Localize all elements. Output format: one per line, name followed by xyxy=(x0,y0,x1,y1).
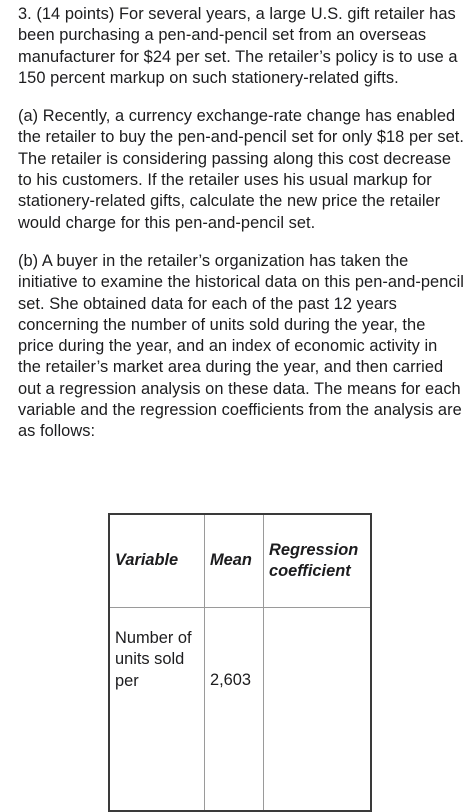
header-regression-coefficient: Regression coefficient xyxy=(264,514,372,608)
question-part-a: (a) Recently, a currency exchange-rate change has enabled the retailer to buy the pen-and-pencil set for only $18 per set. The retailer is considering passing along this cost decrease to his customers. If the retailer uses his usual markup for stationery-related gifts, calculate the new price the retailer would charge for this pen-and-pencil set. xyxy=(18,107,465,232)
table-row xyxy=(109,608,371,812)
table-header-row xyxy=(109,514,371,608)
question-intro: 3. (14 points) For several years, a large U.S. gift retailer has been purchasing a pen-and-pencil set from an overseas manufacturer for $24 per set. The retailer’s policy is to use a 150 percent markup on such stationery-related gifts. xyxy=(18,5,458,87)
cell-mean: 2,603 xyxy=(205,608,264,812)
header-mean: Mean xyxy=(205,514,264,608)
cell-coefficient xyxy=(264,608,372,812)
question-text xyxy=(18,4,464,443)
question-part-b: (b) A buyer in the retailer’s organization has taken the initiative to examine the historical data on this pen-and-pencil set. She obtained data for each of the past 12 years concerning the number of units sold during the year, the price during the year, and an index of economic activity in the retailer’s market area during the year, and then carried out a regression analysis on these data. The means for each variable and the regression coefficients from the analysis are as follows: xyxy=(18,251,465,441)
regression-table-wrapper xyxy=(108,513,372,812)
cell-variable: Number of units sold per xyxy=(109,608,205,812)
header-variable: Variable xyxy=(109,514,205,608)
regression-table xyxy=(108,513,372,812)
